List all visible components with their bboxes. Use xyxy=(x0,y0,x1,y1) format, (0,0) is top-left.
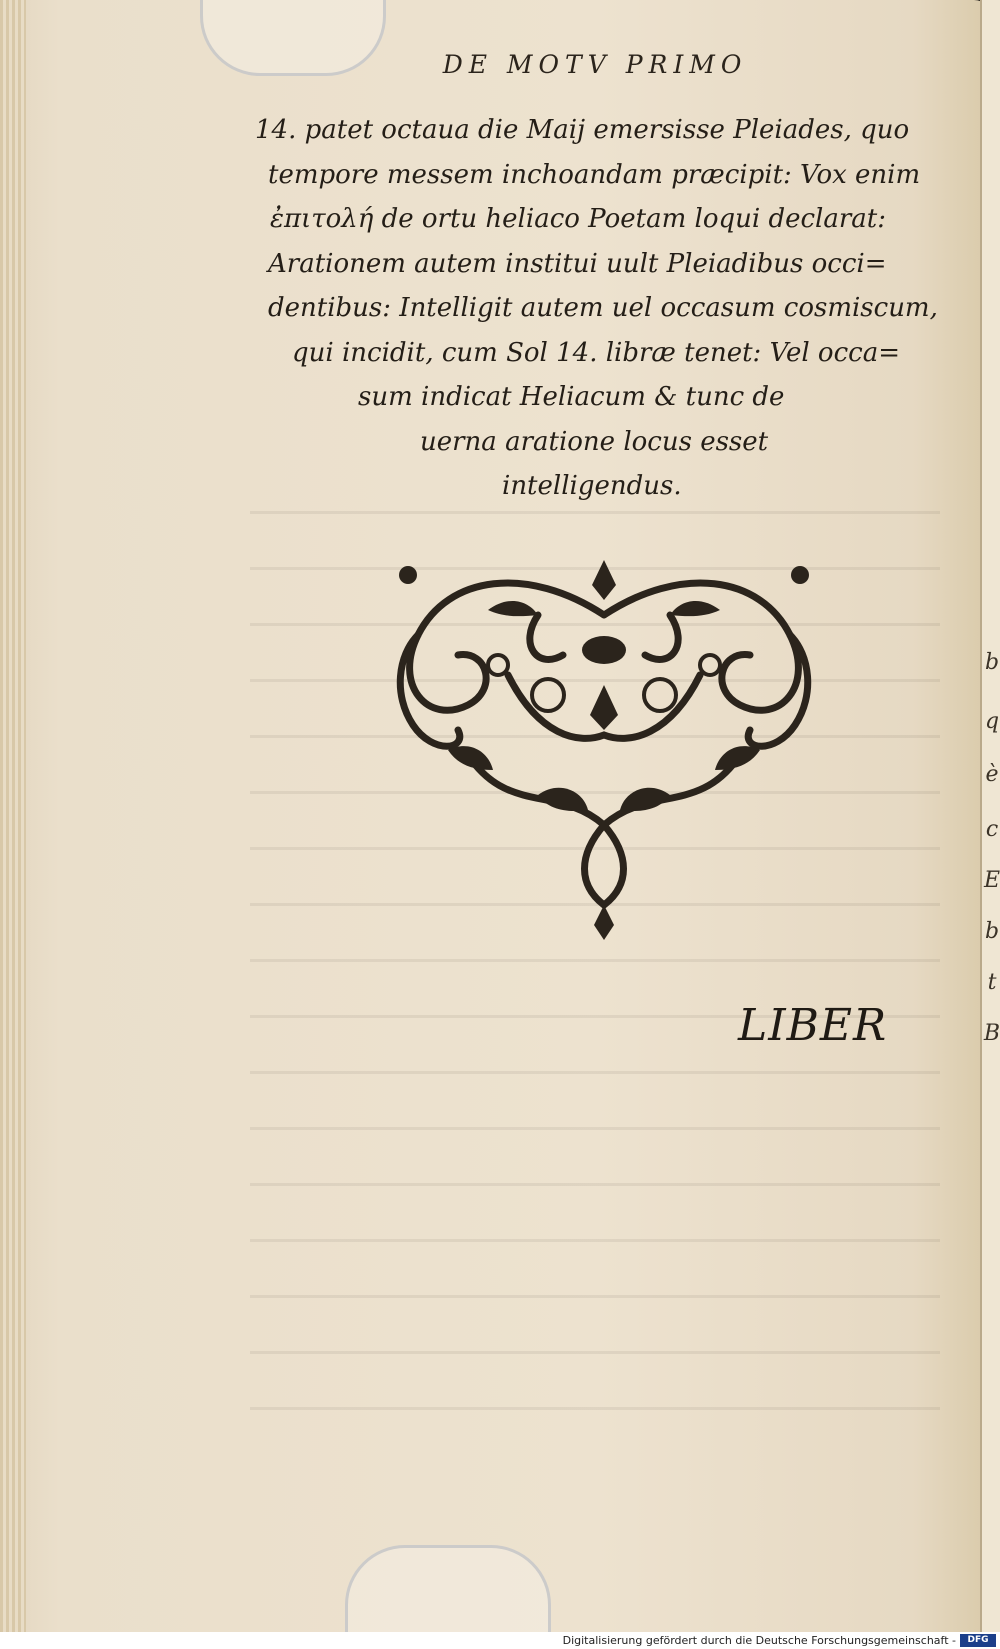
edge-letter: b xyxy=(984,919,1000,944)
page-stack-edge xyxy=(0,0,26,1632)
edge-letter: c xyxy=(985,817,999,842)
footer-credit: Digitalisierung gefördert durch die Deutsche Forschungsgemeinschaft - xyxy=(562,1634,956,1647)
text-line: qui incidit, cum Sol 14. libræ tenet: Vel occa= xyxy=(292,337,900,368)
edge-letter: t xyxy=(987,970,997,995)
body-text xyxy=(240,108,938,509)
edge-letter: è xyxy=(985,762,999,787)
text-line: 14. patet octaua die Maij emersisse Pleiades, quo xyxy=(255,115,910,145)
catchword: LIBER xyxy=(738,1000,888,1051)
text-line: sum indicat Heliacum & tunc de xyxy=(358,382,785,412)
text-line: ἐπιτολή de ortu heliaco Poetam loqui declarat: xyxy=(270,204,887,234)
text-line: uerna aratione locus esset xyxy=(420,426,769,457)
text-line: intelligendus. xyxy=(502,471,682,501)
edge-letter: E xyxy=(983,868,1000,893)
running-head: DE MOTV PRIMO xyxy=(442,50,748,79)
scanner-clip-top xyxy=(200,0,386,76)
edge-letter: b xyxy=(984,650,1000,675)
edge-letter: B xyxy=(983,1021,1000,1046)
next-page-edge xyxy=(980,0,1000,1632)
text-line: tempore messem inchoandam præcipit: Vox enim xyxy=(268,159,921,190)
footer-bar xyxy=(0,1632,1000,1649)
text-line: dentibus: Intelligit autem uel occasum cosmiscum, xyxy=(268,293,938,323)
edge-letter: q xyxy=(984,709,1000,734)
scanner-clip-bottom xyxy=(345,1545,551,1641)
dfg-logo: DFG xyxy=(960,1634,996,1647)
floral-tailpiece-ornament-icon xyxy=(388,555,820,940)
text-line: Arationem autem institui uult Pleiadibus occi= xyxy=(268,248,887,279)
